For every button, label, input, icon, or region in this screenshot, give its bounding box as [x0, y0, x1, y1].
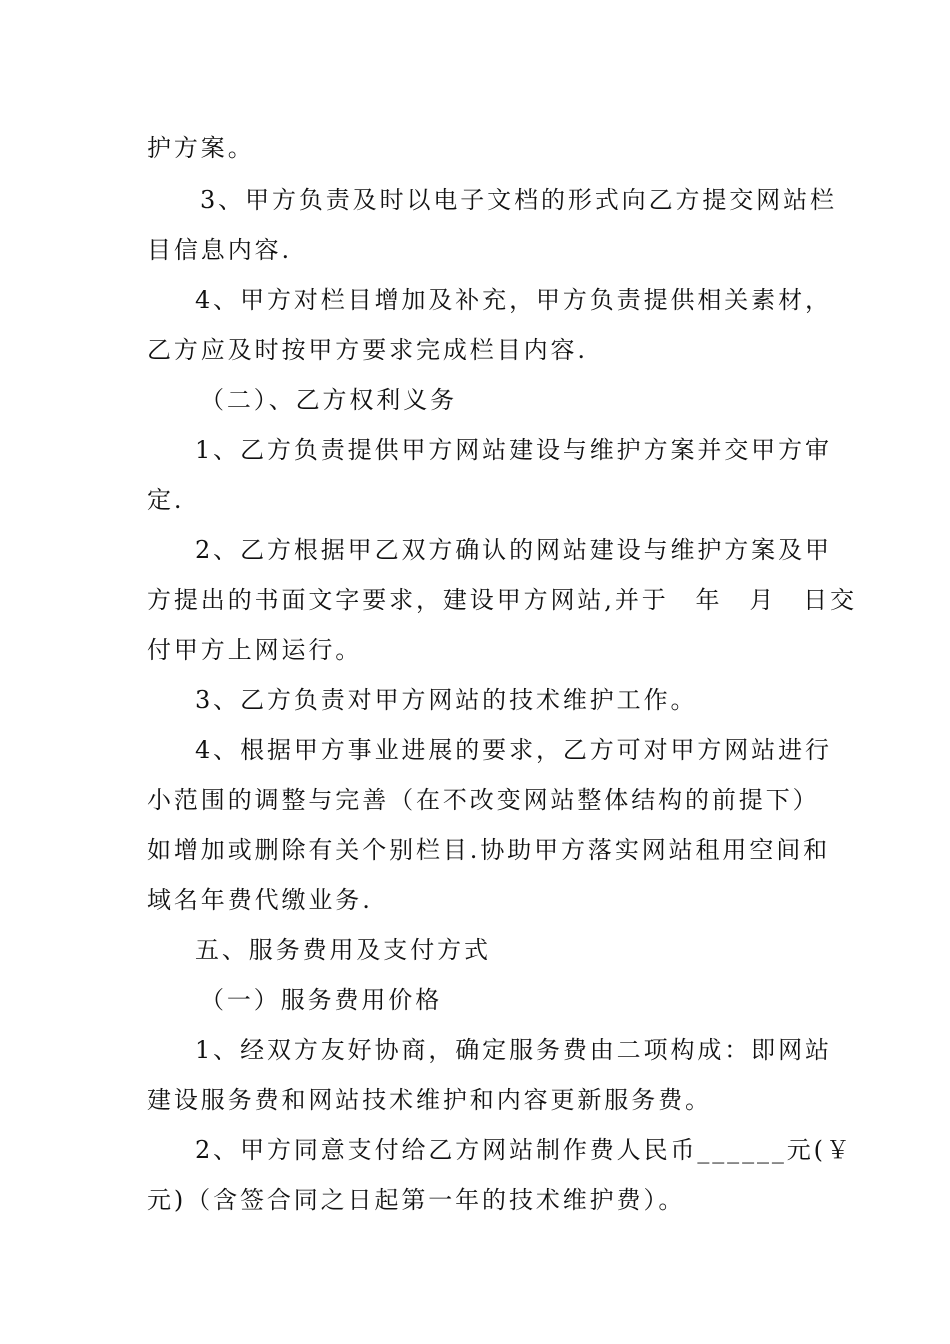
text-line: 如增加或删除有关个别栏目.协助甲方落实网站租用空间和 [147, 836, 831, 864]
section-heading: 五、服务费用及支付方式 [195, 936, 491, 964]
text-line: 3、乙方负责对甲方网站的技术维护工作。 [195, 686, 698, 714]
text-line: 域名年费代缴业务. [147, 886, 373, 914]
text-line: 护方案。 [147, 134, 255, 162]
text-line: 3、甲方负责及时以电子文档的形式向乙方提交网站栏 [200, 186, 837, 214]
text-line: 建设服务费和网站技术维护和内容更新服务费。 [147, 1086, 712, 1114]
text-line: 元)（含签合同之日起第一年的技术维护费）。 [147, 1186, 686, 1214]
text-line: 1、乙方负责提供甲方网站建设与维护方案并交甲方审 [195, 436, 832, 464]
text-line: 方提出的书面文字要求，建设甲方网站,并于 年 月 日交 [147, 586, 857, 614]
text-line: 付甲方上网运行。 [147, 636, 363, 664]
text-line: 1、经双方友好协商，确定服务费由二项构成：即网站 [195, 1036, 832, 1064]
text-line: 乙方应及时按甲方要求完成栏目内容. [147, 336, 588, 364]
text-line: 4、根据甲方事业进展的要求，乙方可对甲方网站进行 [195, 736, 832, 764]
text-line: 2、甲方同意支付给乙方网站制作费人民币______元(￥ [195, 1136, 853, 1164]
text-line: 定. [147, 486, 185, 514]
text-line: 4、甲方对栏目增加及补充，甲方负责提供相关素材， [195, 286, 832, 314]
section-heading: （二）、乙方权利义务 [200, 386, 457, 414]
text-line: 2、乙方根据甲乙双方确认的网站建设与维护方案及甲 [195, 536, 832, 564]
text-line: 小范围的调整与完善（在不改变网站整体结构的前提下） [147, 786, 820, 814]
text-line: 目信息内容. [147, 236, 293, 264]
subsection-heading: （一）服务费用价格 [200, 986, 443, 1014]
